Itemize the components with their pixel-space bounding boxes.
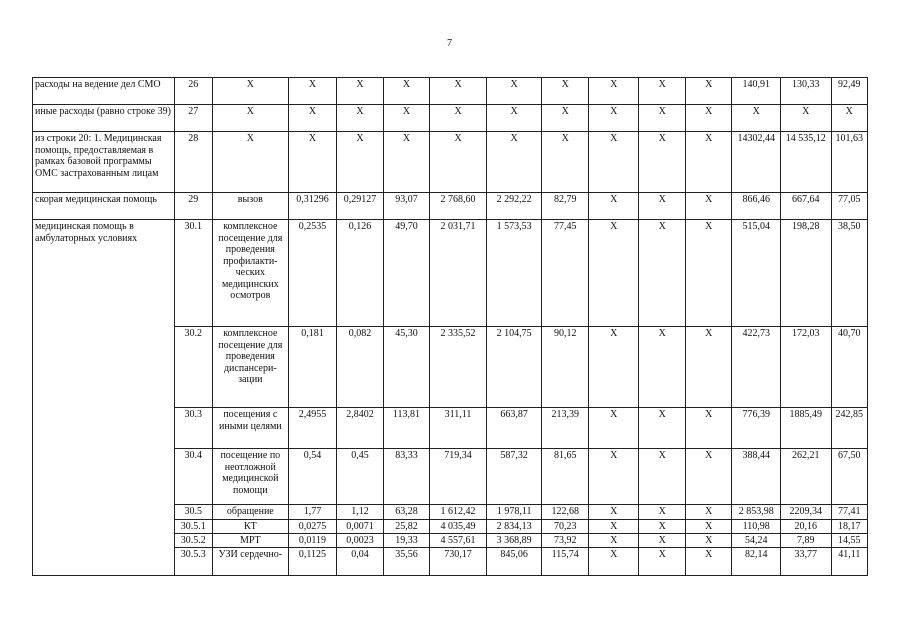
cell-code: 30.5.3 [174, 548, 212, 576]
cell-v4: Х [430, 132, 487, 193]
cell-v7: 110,98 [732, 520, 781, 534]
cell-v3: Х [383, 105, 430, 132]
cell-v3: 35,56 [383, 548, 430, 576]
cell-x1: Х [588, 505, 639, 520]
cell-v1: 0,2535 [288, 220, 337, 327]
cell-x1: Х [588, 132, 639, 193]
cell-v5: 2 834,13 [486, 520, 542, 534]
cell-v2: 2,8402 [337, 408, 384, 449]
page-number: 7 [447, 38, 452, 49]
cell-v5: 587,32 [486, 449, 542, 505]
cell-v5: 845,06 [486, 548, 542, 576]
cell-unit: комплексное посещение для проведения профилакти-ческих медицинских осмотров [212, 220, 288, 327]
cell-v4: 2 335,52 [430, 327, 487, 408]
cell-code: 27 [174, 105, 212, 132]
cell-v9: 77,41 [831, 505, 867, 520]
cell-v5: Х [486, 105, 542, 132]
cell-unit: МРТ [212, 534, 288, 548]
cell-unit: комплексное посещение для проведения диспансери-зации [212, 327, 288, 408]
cell-v4: Х [430, 78, 487, 105]
cell-v6: 77,45 [542, 220, 589, 327]
cell-v7: 422,73 [732, 327, 781, 408]
cell-v1: 0,1125 [288, 548, 337, 576]
cell-v4: 2 031,71 [430, 220, 487, 327]
cell-v6: Х [542, 105, 589, 132]
cell-v8: 262,21 [781, 449, 832, 505]
cell-v2: Х [337, 105, 384, 132]
cell-v9: Х [831, 105, 867, 132]
cell-x2: Х [639, 408, 686, 449]
cell-code: 30.4 [174, 449, 212, 505]
cell-x2: Х [639, 520, 686, 534]
cell-x2: Х [639, 534, 686, 548]
cell-v4: 1 612,42 [430, 505, 487, 520]
cell-v5: 1 978,11 [486, 505, 542, 520]
cell-x3: Х [685, 520, 732, 534]
cell-v3: 19,33 [383, 534, 430, 548]
cell-v1: 0,31296 [288, 193, 337, 220]
table-row [33, 105, 868, 132]
cell-v2: 0,0071 [337, 520, 384, 534]
cell-v2: Х [337, 132, 384, 193]
cell-v2: 0,29127 [337, 193, 384, 220]
cell-v4: Х [430, 105, 487, 132]
cell-v4: 2 768,60 [430, 193, 487, 220]
cell-v9: 38,50 [831, 220, 867, 327]
cell-v2: 0,126 [337, 220, 384, 327]
cell-v5: Х [486, 78, 542, 105]
cell-unit: Х [212, 132, 288, 193]
cell-v7: 866,46 [732, 193, 781, 220]
cell-v7: 14302,44 [732, 132, 781, 193]
cell-x2: Х [639, 327, 686, 408]
cell-v2: 0,45 [337, 449, 384, 505]
cell-v7: 776,39 [732, 408, 781, 449]
cell-code: 28 [174, 132, 212, 193]
cell-v5: Х [486, 132, 542, 193]
row-name: из строки 20: 1. Медицинская помощь, предоставляемая в рамках базовой программы ОМС застрахованным лицам [33, 132, 175, 193]
table-row [33, 220, 868, 327]
cell-x1: Х [588, 449, 639, 505]
cell-v1: 0,0275 [288, 520, 337, 534]
cell-unit: обращение [212, 505, 288, 520]
cell-v9: 67,50 [831, 449, 867, 505]
table-body [33, 78, 868, 576]
cell-x3: Х [685, 449, 732, 505]
cell-v8: 20,16 [781, 520, 832, 534]
cell-v8: 7,89 [781, 534, 832, 548]
cell-x2: Х [639, 449, 686, 505]
financial-table [32, 77, 868, 576]
cell-x2: Х [639, 132, 686, 193]
cell-unit: УЗИ сердечно- [212, 548, 288, 576]
cell-v3: 93,07 [383, 193, 430, 220]
cell-v4: 719,34 [430, 449, 487, 505]
cell-v2: Х [337, 78, 384, 105]
row-name: расходы на ведение дел СМО [33, 78, 175, 105]
cell-code: 30.1 [174, 220, 212, 327]
cell-v6: 90,12 [542, 327, 589, 408]
cell-v9: 92,49 [831, 78, 867, 105]
cell-v2: 0,082 [337, 327, 384, 408]
cell-v8: 2209,34 [781, 505, 832, 520]
cell-v1: Х [288, 105, 337, 132]
cell-v3: 83,33 [383, 449, 430, 505]
cell-v1: 0,0119 [288, 534, 337, 548]
cell-x3: Х [685, 534, 732, 548]
cell-v9: 40,70 [831, 327, 867, 408]
cell-v1: Х [288, 78, 337, 105]
cell-code: 30.5 [174, 505, 212, 520]
cell-code: 30.5.2 [174, 534, 212, 548]
cell-v4: 311,11 [430, 408, 487, 449]
cell-x1: Х [588, 220, 639, 327]
cell-v7: 140,91 [732, 78, 781, 105]
cell-v1: 2,4955 [288, 408, 337, 449]
cell-v9: 18,17 [831, 520, 867, 534]
cell-v1: 0,54 [288, 449, 337, 505]
table-row [33, 193, 868, 220]
cell-x1: Х [588, 534, 639, 548]
cell-x3: Х [685, 505, 732, 520]
cell-v9: 14,55 [831, 534, 867, 548]
cell-v8: 33,77 [781, 548, 832, 576]
cell-v5: 2 104,75 [486, 327, 542, 408]
cell-v6: 122,68 [542, 505, 589, 520]
cell-unit: посещения с иными целями [212, 408, 288, 449]
cell-code: 30.3 [174, 408, 212, 449]
cell-x3: Х [685, 220, 732, 327]
cell-v5: 1 573,53 [486, 220, 542, 327]
cell-x1: Х [588, 78, 639, 105]
cell-v2: 1,12 [337, 505, 384, 520]
cell-x3: Х [685, 193, 732, 220]
cell-v7: 2 853,98 [732, 505, 781, 520]
cell-v7: 54,24 [732, 534, 781, 548]
cell-v1: 1,77 [288, 505, 337, 520]
cell-x1: Х [588, 520, 639, 534]
row-name: иные расходы (равно строке 39) [33, 105, 175, 132]
cell-v9: 77,05 [831, 193, 867, 220]
cell-v7: 82,14 [732, 548, 781, 576]
cell-v5: 2 292,22 [486, 193, 542, 220]
cell-v3: Х [383, 132, 430, 193]
cell-v8: Х [781, 105, 832, 132]
cell-code: 30.5.1 [174, 520, 212, 534]
table-row [33, 78, 868, 105]
cell-x3: Х [685, 78, 732, 105]
cell-v5: 663,87 [486, 408, 542, 449]
cell-unit: Х [212, 105, 288, 132]
cell-v4: 4 035,49 [430, 520, 487, 534]
cell-v4: 730,17 [430, 548, 487, 576]
cell-x3: Х [685, 105, 732, 132]
cell-v6: Х [542, 132, 589, 193]
cell-v3: 45,30 [383, 327, 430, 408]
cell-v7: Х [732, 105, 781, 132]
cell-code: 26 [174, 78, 212, 105]
cell-v8: 172,03 [781, 327, 832, 408]
cell-x3: Х [685, 132, 732, 193]
cell-x1: Х [588, 548, 639, 576]
cell-v4: 4 557,61 [430, 534, 487, 548]
row-name: медицинская помощь в амбулаторных условиях [33, 220, 175, 576]
cell-x2: Х [639, 505, 686, 520]
cell-v3: Х [383, 78, 430, 105]
cell-x3: Х [685, 327, 732, 408]
cell-v6: 82,79 [542, 193, 589, 220]
cell-v7: 515,04 [732, 220, 781, 327]
cell-code: 29 [174, 193, 212, 220]
cell-unit: вызов [212, 193, 288, 220]
cell-unit: КТ [212, 520, 288, 534]
cell-v8: 1885,49 [781, 408, 832, 449]
cell-x2: Х [639, 220, 686, 327]
row-name: скорая медицинская помощь [33, 193, 175, 220]
table-row [33, 132, 868, 193]
cell-v3: 63,28 [383, 505, 430, 520]
cell-v7: 388,44 [732, 449, 781, 505]
cell-x1: Х [588, 327, 639, 408]
cell-x3: Х [685, 548, 732, 576]
cell-v9: 41,11 [831, 548, 867, 576]
cell-v6: 73,92 [542, 534, 589, 548]
cell-x1: Х [588, 105, 639, 132]
cell-v8: 130,33 [781, 78, 832, 105]
cell-v6: Х [542, 78, 589, 105]
cell-v3: 113,81 [383, 408, 430, 449]
cell-x1: Х [588, 193, 639, 220]
cell-v2: 0,04 [337, 548, 384, 576]
cell-v3: 49,70 [383, 220, 430, 327]
cell-v9: 242,85 [831, 408, 867, 449]
cell-v5: 3 368,89 [486, 534, 542, 548]
cell-v6: 115,74 [542, 548, 589, 576]
cell-v8: 667,64 [781, 193, 832, 220]
cell-v2: 0,0023 [337, 534, 384, 548]
cell-v3: 25,82 [383, 520, 430, 534]
cell-x3: Х [685, 408, 732, 449]
cell-unit: Х [212, 78, 288, 105]
cell-v1: Х [288, 132, 337, 193]
cell-v6: 213,39 [542, 408, 589, 449]
cell-x2: Х [639, 105, 686, 132]
cell-v9: 101,63 [831, 132, 867, 193]
cell-unit: посещение по неотложной медицинской помощи [212, 449, 288, 505]
cell-v1: 0,181 [288, 327, 337, 408]
cell-v8: 14 535,12 [781, 132, 832, 193]
cell-x2: Х [639, 193, 686, 220]
cell-x2: Х [639, 548, 686, 576]
cell-x1: Х [588, 408, 639, 449]
cell-x2: Х [639, 78, 686, 105]
cell-code: 30.2 [174, 327, 212, 408]
cell-v6: 70,23 [542, 520, 589, 534]
cell-v8: 198,28 [781, 220, 832, 327]
cell-v6: 81,65 [542, 449, 589, 505]
